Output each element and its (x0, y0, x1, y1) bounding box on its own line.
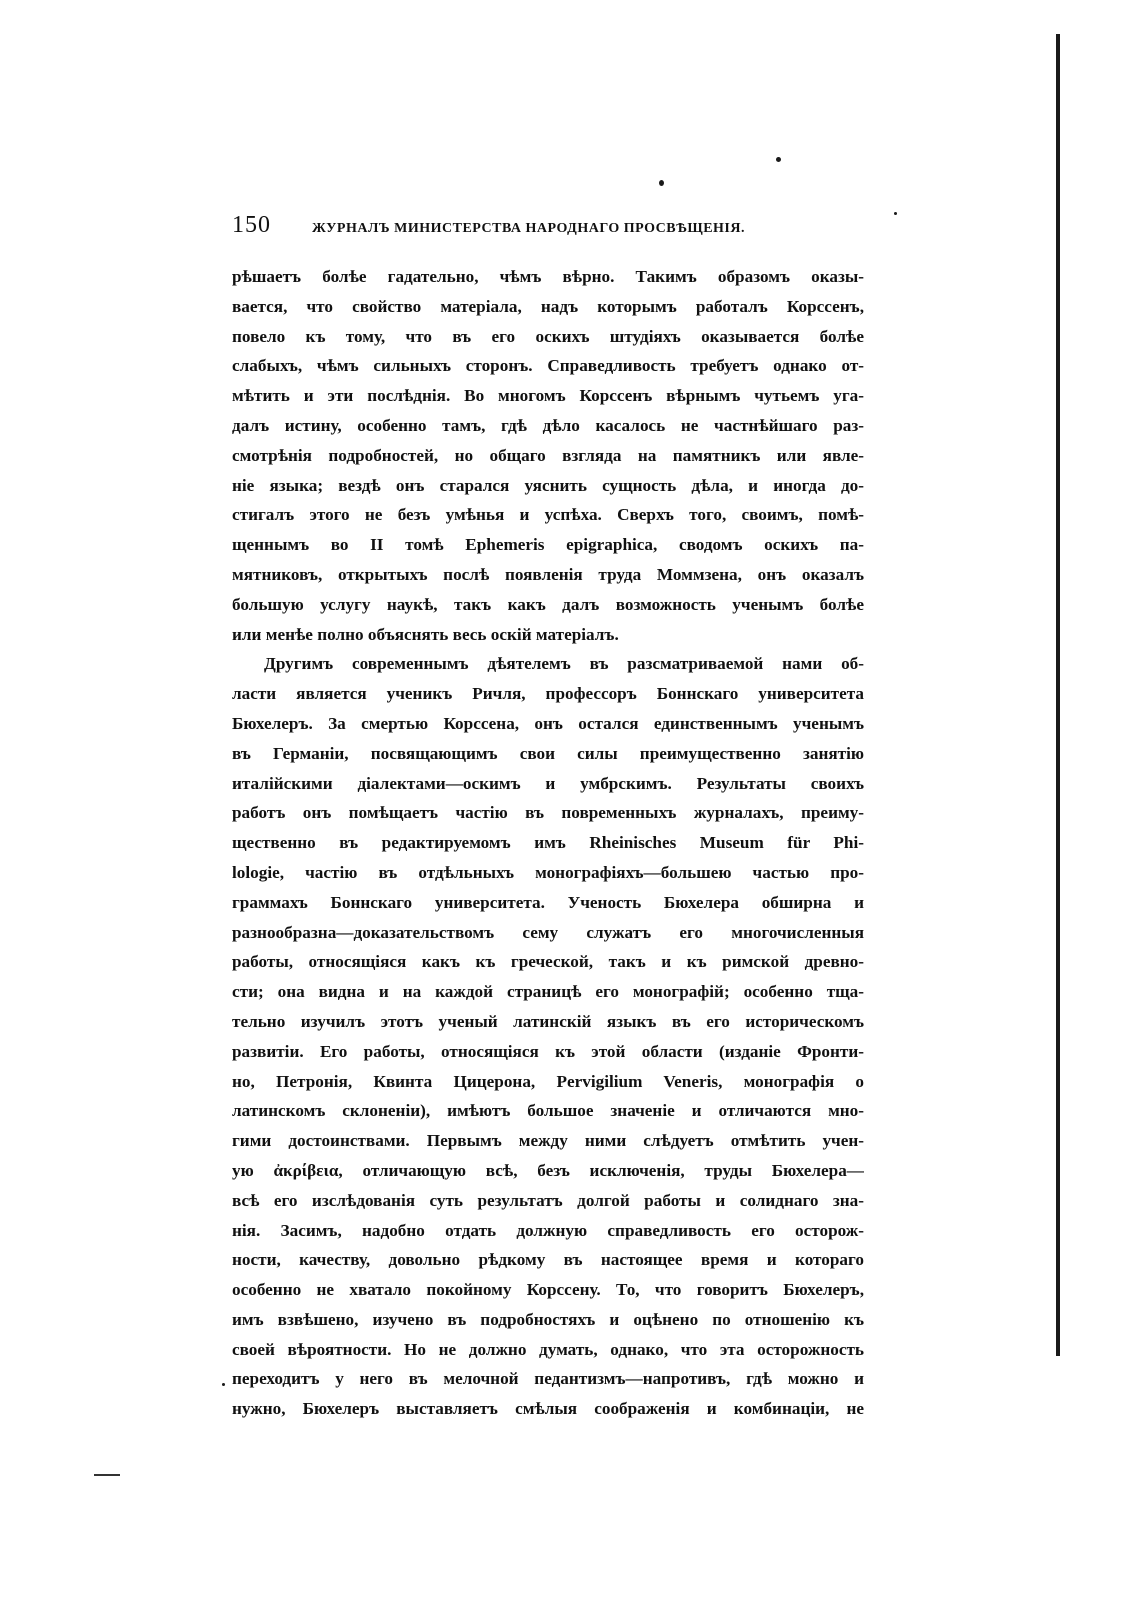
text-line: смотрѣнія подробностей, но общаго взгляда на памятникъ или явле- (232, 445, 864, 465)
text-line: рѣшаетъ болѣе гадательно, чѣмъ вѣрно. Такимъ образомъ оказы- (232, 267, 864, 286)
text-line: особенно не хватало покойному Корссену. То, что говоритъ Бюхелеръ, (232, 1280, 864, 1300)
paragraph (232, 649, 864, 1424)
scan-page-edge (1056, 34, 1060, 1356)
text-line: щеннымъ во II томѣ Ephemeris epigraphica, сводомъ оскихъ па- (232, 535, 864, 555)
paragraph (232, 262, 864, 649)
text-line: работы, относящіяся какъ къ греческой, такъ и къ римской древно- (232, 952, 864, 972)
text-line: стигалъ этого не безъ умѣнья и успѣха. Сверхъ того, своимъ, помѣ- (232, 505, 864, 525)
text-line: гими достоинствами. Первымъ между ними слѣдуетъ отмѣтить учен- (232, 1131, 864, 1151)
text-line: Бюхелеръ. За смертью Корссена, онъ остался единственнымъ ученымъ (232, 713, 864, 733)
text-line: lologie, частію въ отдѣльныхъ монографіяхъ—большею частью про- (232, 862, 864, 882)
text-line: италійскими діалектами—оскимъ и умбрскимъ. Результаты своихъ (232, 773, 864, 793)
body-text (232, 262, 864, 1424)
ink-speck (222, 1383, 225, 1386)
text-line: нія. Засимъ, надобно отдать должную справедливость его осторож- (232, 1220, 864, 1240)
text-line: сти; она видна и на каждой страницѣ его монографій; особенно тща- (232, 982, 864, 1002)
text-line: повело къ тому, что въ его оскихъ штудіяхъ оказывается болѣе (232, 326, 864, 346)
text-line: мятниковъ, открытыхъ послѣ появленія труда Моммзена, онъ оказалъ (232, 564, 864, 584)
text-line: своей вѣроятности. Но не должно думать, однако, что эта осторожность (232, 1339, 864, 1359)
text-line: большую услугу наукѣ, такъ какъ далъ возможность ученымъ болѣе (232, 594, 864, 614)
text-line: развитіи. Его работы, относящіяся къ этой области (изданіе Фронти- (232, 1041, 864, 1061)
scan-margin-mark (94, 1474, 120, 1476)
text-line: но, Петронія, Квинта Цицерона, Pervigilium Veneris, монографія о (232, 1071, 864, 1091)
text-line: мѣтить и эти послѣднія. Во многомъ Корссенъ вѣрнымъ чутьемъ уга- (232, 386, 864, 406)
text-line: щественно въ редактируемомъ имъ Rheinisches Museum für Phi- (232, 833, 864, 853)
text-line: Другимъ современнымъ дѣятелемъ въ разсматриваемой нами об- (264, 654, 864, 674)
text-line: работъ онъ помѣщаетъ частію въ повременныхъ журналахъ, преиму- (232, 803, 864, 823)
text-line: латинскомъ склоненіи), имѣютъ большое значеніе и отличаются мно- (232, 1101, 864, 1121)
text-line: переходитъ у него въ мелочной педантизмъ—напротивъ, гдѣ можно и (232, 1369, 864, 1389)
ink-speck (776, 157, 781, 162)
ink-speck (659, 180, 664, 186)
text-line: или менѣе полно объяснять весь оскій матеріалъ. (232, 624, 619, 644)
text-line: разнообразна—доказательствомъ сему служатъ его многочисленныя (232, 922, 864, 942)
text-line: въ Германіи, посвящающимъ свои силы преимущественно занятію (232, 743, 864, 763)
text-line: имъ взвѣшено, изучено въ подробностяхъ и оцѣнено по отношенію къ (232, 1309, 864, 1329)
text-line: вается, что свойство матеріала, надъ которымъ работалъ Корссенъ, (232, 296, 864, 316)
text-line: тельно изучилъ этотъ ученый латинскій языкъ въ его историческомъ (232, 1011, 864, 1031)
page-number: 150 (232, 212, 271, 238)
ink-speck (894, 212, 897, 215)
text-line: далъ истину, особенно тамъ, гдѣ дѣло касалось не частнѣйшаго раз- (232, 415, 864, 435)
running-title: ЖУРНАЛЪ МИНИСТЕРСТВА НАРОДНАГО ПРОСВѢЩЕНІЯ. (312, 221, 745, 236)
text-line: слабыхъ, чѣмъ сильныхъ сторонъ. Справедливость требуетъ однако от- (232, 356, 864, 376)
text-line: ности, качеству, довольно рѣдкому въ настоящее время и котораго (232, 1250, 864, 1270)
text-line: граммахъ Боннскаго университета. Ученость Бюхелера обширна и (232, 892, 864, 912)
text-line: всѣ его изслѣдованія суть результатъ долгой работы и солиднаго зна- (232, 1190, 864, 1210)
text-line: ласти является ученикъ Ричля, профессоръ Боннскаго университета (232, 684, 864, 704)
text-line: ую ἀκρίβεια, отличающую всѣ, безъ исключенія, труды Бюхелера— (232, 1160, 864, 1180)
page-header (232, 212, 864, 246)
text-line: ніе языка; вездѣ онъ старался уяснить сущность дѣла, и иногда до- (232, 475, 864, 495)
text-line: нужно, Бюхелеръ выставляетъ смѣлыя соображенія и комбинаціи, не (232, 1399, 864, 1419)
